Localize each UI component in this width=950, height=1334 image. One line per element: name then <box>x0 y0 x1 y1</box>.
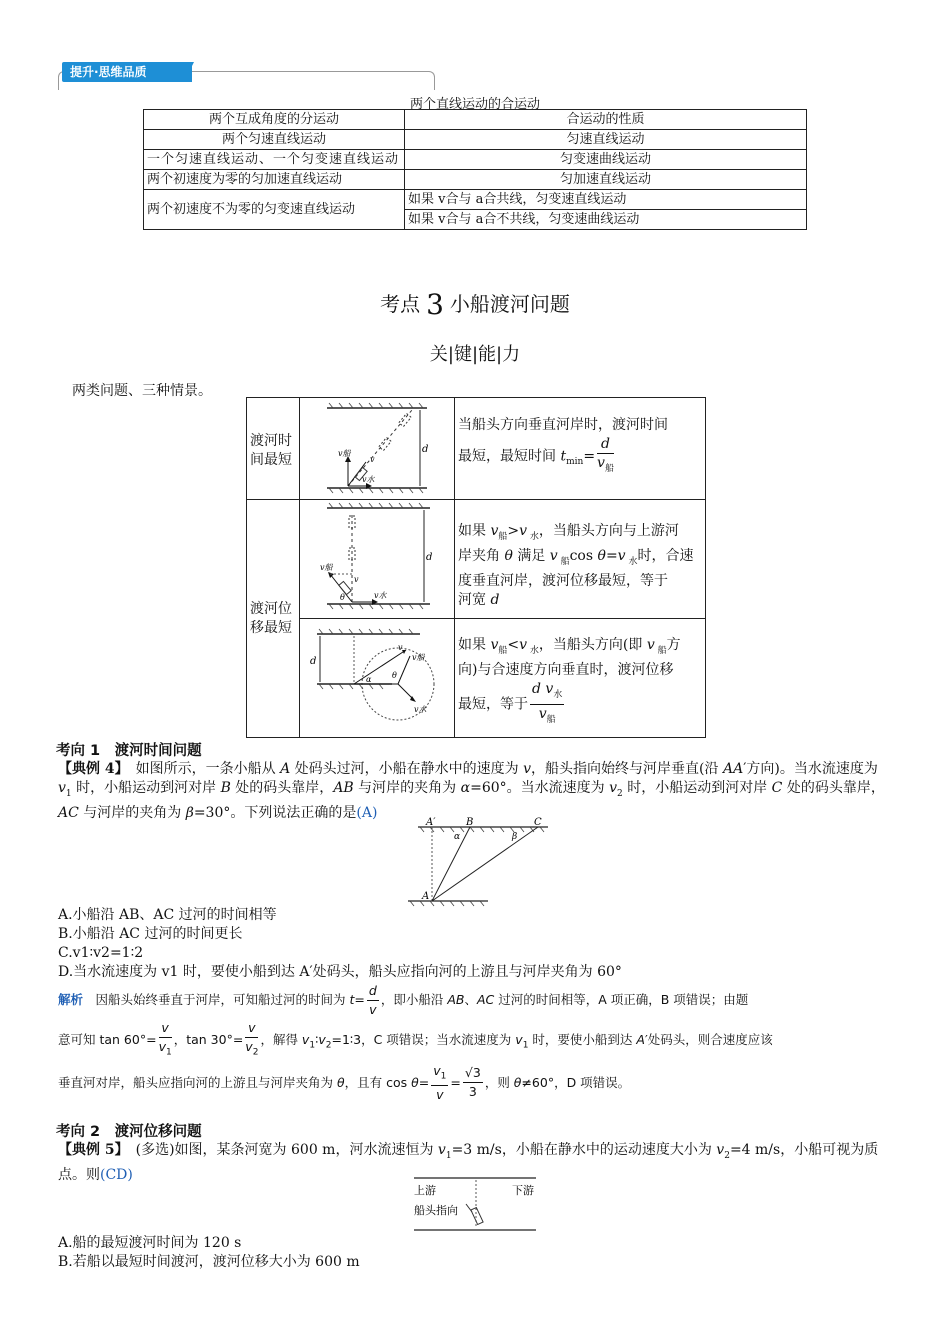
fig5-upstream: 上游 <box>414 1184 436 1197</box>
ex4-option-d: D.当水流速度为 v1 时，要使小船到达 A′处码头，船头应指向河的上游且与河岸夹角为 60° <box>58 964 622 980</box>
table1-cell: 两个初速度为零的匀加速直线运动 <box>144 170 405 190</box>
key-ability-heading: 关|键|能|力 <box>429 344 521 365</box>
table1-cell: 匀加速直线运动 <box>405 170 807 190</box>
fig5-downstream: 下游 <box>512 1184 534 1197</box>
badge-tail <box>184 62 194 82</box>
svg-text:C: C <box>534 817 542 828</box>
ex5-option-b: B.若船以最短时间渡河，渡河位移大小为 600 m <box>58 1254 360 1270</box>
row2a-text: 如果 $v_船>v$ $_水$，当船头方向与上游河 岸夹角 θ 满足 v $_船$cos θ=v $_水$时，合速 度垂直河岸，渡河位移最短，等于 河宽 d <box>458 523 694 608</box>
example4-analysis: 解析 因船头始终垂直于河岸，可知船过河的时间为 t= $\frac{d}{v}$ ，即小船沿 AB、AC 过河的时间相等，A 项正确，B 项错误；由题 意可知 tan 60°= $\frac{v}{v_1}$ ，tan 30°= $\frac{v}{v_2}$ ，解得 $v_1∶v_2=1∶3$，C 项错误；当水流速度为 $v_1$ 时，要使小船到达 A′处码头，则合速度应该 垂直河对岸，船头应指向河的上游且与河岸夹角为 θ，且有 cos θ= $\frac{v_1}{v}$ = $\frac{√3}{3}$ ，则 θ≠60°，D 项错误。 <box>58 983 773 1102</box>
intro-text: 两类问题、三种情景。 <box>72 383 212 399</box>
boat-cases-table <box>246 397 706 738</box>
svg-text:v水: v水 <box>374 591 387 600</box>
svg-text:d: d <box>422 444 429 455</box>
svg-text:θ: θ <box>392 671 397 680</box>
svg-text:v: v <box>370 455 375 464</box>
ex4-option-a: A.小船沿 AB、AC 过河的时间相等 <box>58 907 277 923</box>
svg-text:d: d <box>426 552 433 563</box>
example4-stem: 【典例 4】 如图所示，一条小船从 A 处码头过河，小船在静水中的速度为 v，船头指向始终与河岸垂直(沿 AA′方向)。当水流速度为 $v_1$ 时，小船运动到河对岸 B 处的码头靠岸，AB 与河岸的夹角为 α=60°。当水流速度为 $v_2$ 时，小船运动到河对岸 C 处的码头靠岸，AC 与河岸的夹角为 β=30°。下列说法正确的是(A) <box>58 761 885 821</box>
svg-text:v水: v水 <box>362 475 375 484</box>
example5-answer: (CD) <box>100 1166 133 1183</box>
table1-cell: 匀变速曲线运动 <box>405 150 807 170</box>
svg-text:A: A <box>422 891 430 902</box>
svg-text:d: d <box>310 656 317 667</box>
svg-text:v船: v船 <box>338 449 351 458</box>
svg-text:v船: v船 <box>320 563 333 572</box>
svg-text:B: B <box>466 817 474 828</box>
table1-cell: 如果 v合与 a合不共线，匀变速曲线运动 <box>405 210 807 230</box>
row1-text: 当船头方向垂直河岸时，渡河时间 最短，最短时间 $t_{min}=$ $\frac{d}{v_船}$ <box>458 417 668 474</box>
table1-caption: 两个直线运动的合运动 <box>409 97 540 112</box>
fig-shortest-time <box>302 400 452 496</box>
motion-table <box>143 109 807 230</box>
kaodian-prefix: 考点 <box>380 292 421 316</box>
kaodian-title: 小船渡河问题 <box>449 292 570 316</box>
table1-cell: 如果 v合与 a合共线，匀变速直线运动 <box>405 190 807 210</box>
kaodian-heading <box>0 288 950 321</box>
fig-shortest-displacement-a <box>302 502 452 614</box>
svg-text:v: v <box>354 575 359 584</box>
svg-text:A′: A′ <box>426 817 436 828</box>
fig5-heading-label: 船头指向 <box>414 1204 458 1217</box>
svg-text:θ: θ <box>340 593 345 602</box>
fig-shortest-displacement-b <box>302 620 452 734</box>
row2b-text: 如果 $v_船<v$ $_水$，当船头方向(即 v $_船$方 向)与合速度方向垂直时，渡河位移 最短，等于 $\frac{d v_水}{v_船}$ <box>458 637 681 725</box>
fig-example4 <box>398 815 558 907</box>
svg-text:v: v <box>398 643 403 652</box>
svg-text:α: α <box>366 675 372 684</box>
example5-stem: 【典例 5】 (多选)如图，某条河宽为 600 m，河水流速恒为 $v_1=3$ m/s，小船在静水中的运动速度大小为 $v_2=4$ m/s，小船可视为质点。则(CD) <box>58 1142 879 1183</box>
example5-tag: 【典例 5】 <box>58 1142 122 1158</box>
table1-cell: 一个匀速直线运动、一个匀变速直线运动 <box>144 150 405 170</box>
table1-cell: 两个初速度不为零的匀变速直线运动 <box>144 190 405 230</box>
table1-header-left: 两个互成角度的分运动 <box>144 110 405 130</box>
fig-example5 <box>410 1176 540 1234</box>
section-badge: 提升·思维品质 <box>62 62 192 82</box>
ex5-option-a: A.船的最短渡河时间为 120 s <box>58 1235 242 1251</box>
svg-text:α: α <box>454 832 461 842</box>
svg-text:v船: v船 <box>412 653 425 662</box>
table1-cell: 两个匀速直线运动 <box>144 130 405 150</box>
row2-label: 渡河位移最短 <box>250 601 292 636</box>
table1-cell: 匀速直线运动 <box>405 130 807 150</box>
row1-label: 渡河时间最短 <box>250 433 292 468</box>
ex4-option-c: C.v1∶v2=1∶2 <box>58 945 144 961</box>
table1-header-right: 合运动的性质 <box>405 110 807 130</box>
example4-answer: (A) <box>356 804 378 821</box>
analysis-label: 解析 <box>58 992 84 1007</box>
svg-text:β: β <box>512 832 518 842</box>
example4-tag: 【典例 4】 <box>58 761 122 777</box>
section2-title: 考向 2 渡河位移问题 <box>56 1124 202 1140</box>
svg-text:v水: v水 <box>414 705 427 714</box>
ex4-option-b: B.小船沿 AC 过河的时间更长 <box>58 926 243 942</box>
section1-title: 考向 1 渡河时间问题 <box>56 743 202 759</box>
kaodian-number: 3 <box>426 288 444 321</box>
